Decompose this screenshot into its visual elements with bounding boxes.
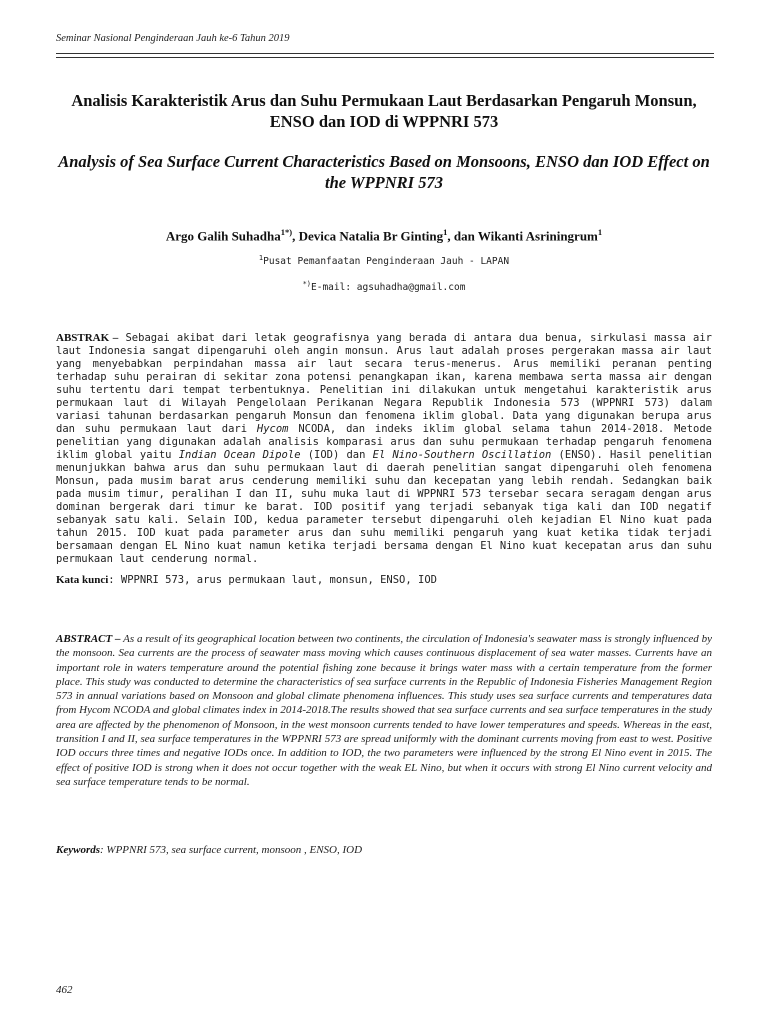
keywords: [56, 844, 712, 856]
affiliation-text: Pusat Pemanfaatan Penginderaan Jauh - LAPAN: [263, 256, 510, 268]
abstract-section: [56, 632, 712, 789]
corresponding-email: [56, 280, 712, 293]
abstrak-heading: ABSTRAK –: [56, 332, 119, 344]
author-affiliation-mark: 1: [443, 227, 448, 237]
abstract-text: As a result of its geographical location between two continents, the circulation of Indonesia's seawater mass is strongly influenced by the monsoon. Sea currents are the process of seawater mass moving which causes continuous displacement of sea water masses. Currents have an important role in waters temperature around the potential fishing zone because it brings water mass with a certain temperature from the former place. This study was conducted to determine the characteristics of sea surface currents in the Republic of Indonesia Fisheries Management Region 573 in annual variations based on Monsoon and global climate phenomena influences. This study uses sea surface currents and temperatures data from Hycom NCODA and global climates index in 2014-2018.The results showed that sea surface currents and sea surface temperatures in the study area are affected by the phenomenon of Monsoon, in the west monsoon currents tended to have lower temperatures and speeds. Whereas in the east, transition I and II, sea surface temperatures in the WPPNRI 573 are spread uniformly with the dominant currents moving from east to west. Positive IOD occurs three times and negative IODs once. In addition to IOD, the two parameters were influenced by the strong El Nino event in 2015. The effect of positive IOD is strong when it does not occur together with the weak EL Nino, but when it occurs with strong El Nino current velocity and sea surface temperature tends to be normal.: [56, 633, 712, 788]
abstrak-text: Sebagai akibat dari letak geografisnya yang berada di antara dua benua, sirkulasi massa air laut Indonesia sangat dipengaruhi oleh angin monsun. Arus laut adalah proses pergerakan massa air laut yang menyebabkan perpindahan massa air laut secara terus-menerus. Arus memiliki peranan penting terhadap suhu perairan di sekitar zona potensi penangkapan ikan, karena membawa serta massa air dengan suhu tertentu dari tempat terbentuknya. Penelitian ini dilakukan untuk mengetahui karakteristik arus permukaan laut di Wilayah Pengelolaan Perikanan Negara Republik Indonesia 573 (WPPNRI 573) dalam variasi tahunan berdasarkan pengaruh Monsun dan fenomena iklim global. Data yang digunakan berupa arus dan suhu permukaan laut dari: [56, 332, 712, 435]
paper-title-english: Analysis of Sea Surface Current Characteristics Based on Monsoons, ENSO dan IOD Effect on the WPPNRI 573: [58, 152, 710, 192]
abstrak-italic-term: El Nino-Southern Oscillation: [372, 449, 552, 461]
author-affiliation-mark: 1*): [280, 227, 293, 237]
author-name: , Devica Natalia Br Ginting: [292, 228, 444, 244]
affiliation: [56, 254, 712, 267]
keywords-label: Keywords: [56, 844, 100, 856]
author-list: [56, 227, 712, 244]
journal-header: Seminar Nasional Penginderaan Jauh ke-6 Tahun 2019: [56, 33, 290, 44]
abstrak-text: (ENSO). Hasil penelitian menunjukkan bahwa arus dan suhu permukaan laut di daerah penelitian sangat dipengaruhi oleh fenomena Monsun, pada musim barat arus cenderung memiliki suhu dan kecepatan yang lebih rendah. Sedangkan baik pada musim timur, peralihan I dan II, suhu muka laut di WPPNRI 573 tersebar secara seragam dengan arus dominan bergerak dari timur ke barat. IOD positif yang terjadi sebanyak tiga kali dan IOD negatif sebanyak satu kali. Selain IOD, kedua parameter tersebut dipengaruhi oleh kejadian El Nino kuat pada tahun 2015. IOD kuat pada parameter arus dan suhu memiliki pengaruh yang kuat ketika tidak terjadi bersamaan dengan EL Nino kuat namun ketika terjadi bersama dengan El Nino kuat kecepatan arus dan suhu permukaan laut cenderung normal.: [56, 449, 712, 565]
email-mark: *): [302, 280, 311, 288]
author-name: , dan Wikanti Asriningrum: [447, 228, 598, 244]
kata-kunci-text: : WPPNRI 573, arus permukaan laut, monsun, ENSO, IOD: [108, 574, 437, 586]
header-rule-bottom: [56, 57, 714, 58]
author-affiliation-mark: 1: [597, 227, 603, 237]
abstrak-text: NCODA, dan indeks iklim global selama tahun 2014-2018. Metode penelitian yang digunakan adalah analisis komparasi arus dan suhu permukaan terhadap pengaruh fenomena iklim global yaitu: [56, 423, 712, 461]
paper-title-indonesian: Analisis Karakteristik Arus dan Suhu Permukaan Laut Berdasarkan Pengaruh Monsun, ENSO dan IOD di WPPNRI 573: [71, 91, 697, 131]
email-text: E-mail: agsuhadha@gmail.com: [311, 282, 466, 294]
author-name: Argo Galih Suhadha: [165, 228, 281, 244]
kata-kunci-label: Kata kunci: [56, 574, 109, 586]
abstract-heading: ABSTRACT –: [56, 633, 121, 645]
header-rule-top: [56, 53, 714, 54]
abstrak-section: [56, 332, 712, 566]
keywords-text: : WPPNRI 573, sea surface current, monsoon , ENSO, IOD: [100, 844, 363, 856]
abstrak-text: (IOD) dan: [300, 449, 373, 461]
abstrak-italic-term: Hycom: [256, 423, 289, 435]
abstrak-italic-term: Indian Ocean Dipole: [178, 449, 301, 461]
page-number: 462: [56, 984, 73, 996]
affiliation-mark: 1: [258, 254, 264, 262]
kata-kunci: [56, 574, 712, 586]
